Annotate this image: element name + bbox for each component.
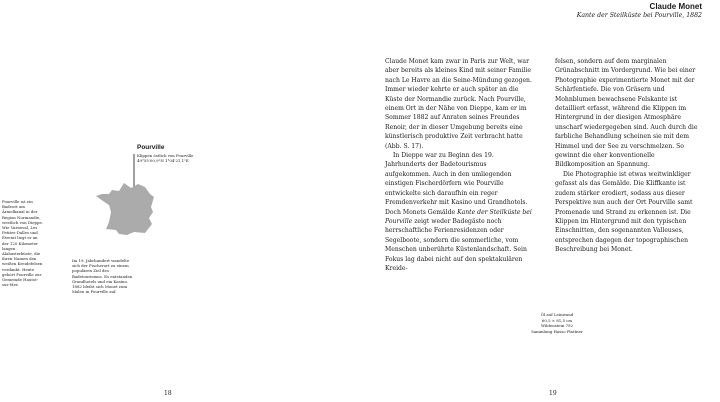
- caption-collection: Sammlung Hasso Plattner: [531, 328, 583, 334]
- map-coordinates: 49°55'00,9"N 1°04'21,1"E: [137, 158, 189, 163]
- map-heading: Pourville: [137, 144, 165, 151]
- painting-title-inline: Kante der Steilküste bei Pourville: [385, 208, 532, 225]
- sidebar-left-text: Pourville ist ein Badeort am Ärmelkanal in der Region Normandie, westlich von Dieppe. Wie Varneval, Les Petites-Dalles und Étretat liegt er an der 120 Kilometer langen Alabasterküste, die ihren Namen den weißen Kreidefelsen verdankt. Heute gehört Pourville zur Gemeinde Hautot-sur-Mer.: [2, 199, 44, 288]
- paragraph-2: [385, 151, 533, 273]
- caption-catalog: Wildenstein 792: [541, 323, 573, 328]
- france-shape: [96, 183, 154, 235]
- paragraph-3: felsen, sondern auf dem marginalen Grünabschnitt im Vordergrund. Wie bei einer Photographie experimentierte Monet mit der Schärfentiefe. Die von Gräsern und Mohnblumen bewachsene Felskante ist detailliert erfasst, während die Klippen im Hintergrund in der diesigen Atmosphäre unscharf wiedergegeben sind. Auch durch die farbliche Behandlung scheinen sie mit dem Himmel und der See zu verschmelzen. So gewinnt die eher konventionelle Bildkomposition an Spannung.: [555, 58, 698, 169]
- paragraph-1: Claude Monet kam zwar in Paris zur Welt, war aber bereits als kleines Kind mit seiner Familie nach Le Havre an die Seine-Mündung gezogen. Immer wieder kehrte er auch später an die Küste der Normandie zurück. Nach Pourville, einem Ort in der Nähe von Dieppe, kam er im Sommer 1882 auf Anraten seines Freundes Renoir, der in dieser Umgebung bereits eine künstlerisch produktive Zeit verbracht hatte (Abb. S. 17).: [385, 58, 532, 150]
- body-column-2: [555, 57, 705, 255]
- paragraph-2-cont: zeigt weder Badegäste noch herrschaftliche Ferienresidenzen oder Segelboote, sondern die sommerliche, vom Menschen unberührte Küstenlandschaft. Sein Fokus lag dabei nicht auf den spektakulären Kreide-: [385, 217, 527, 272]
- page-number-right: 19: [549, 390, 557, 397]
- body-column-1: [385, 57, 533, 273]
- paragraph-4: Die Photographie ist etwas weitwinkliger gefasst als das Gemälde. Die Kliffkante ist zudem stärker erodiert, sodass aus dieser Perspektive nun auch der Ort Pourville samt Promenade und Strand zu erkennen ist. Die Klippen im Hintergrund mit den typischen Einschnitten, den sogenannten Valleuses, entsprechen dagegen der topographischen Beschreibung bei Monet.: [555, 170, 693, 254]
- caption-dimensions: 60,5 × 81,5 cm: [541, 317, 573, 323]
- artist-name: Claude Monet: [649, 2, 702, 11]
- page-number-left: 18: [164, 390, 172, 397]
- paragraph-2-text: In Dieppe war zu Beginn des 19. Jahrhunderts der Badetourismus aufgekommen. Auch in den umliegenden einstigen Fischerdörfern wie Pourville entwickelte sich daraufhin ein reger Fremdenverkehr mit Kasino und Grandhotels. Doch Monets Gemälde: [385, 152, 528, 216]
- caption-medium: Öl auf Leinwand: [540, 312, 574, 317]
- painting-caption: [517, 312, 597, 334]
- france-map: [90, 150, 172, 240]
- map-location: Klippen östlich von Pourville: [137, 153, 194, 158]
- sidebar-mid-text: Im 19. Jahrhundert wandelte sich der Fischerort zu einem populären Ziel des Badetourismus. Es entstanden Grandhotels und ein Kasino. 1882 bleibt sich Monet zum Malen in Pourville auf.: [72, 258, 133, 295]
- painting-title: Kante der Steilküste bei Pourville, 1882: [576, 12, 702, 19]
